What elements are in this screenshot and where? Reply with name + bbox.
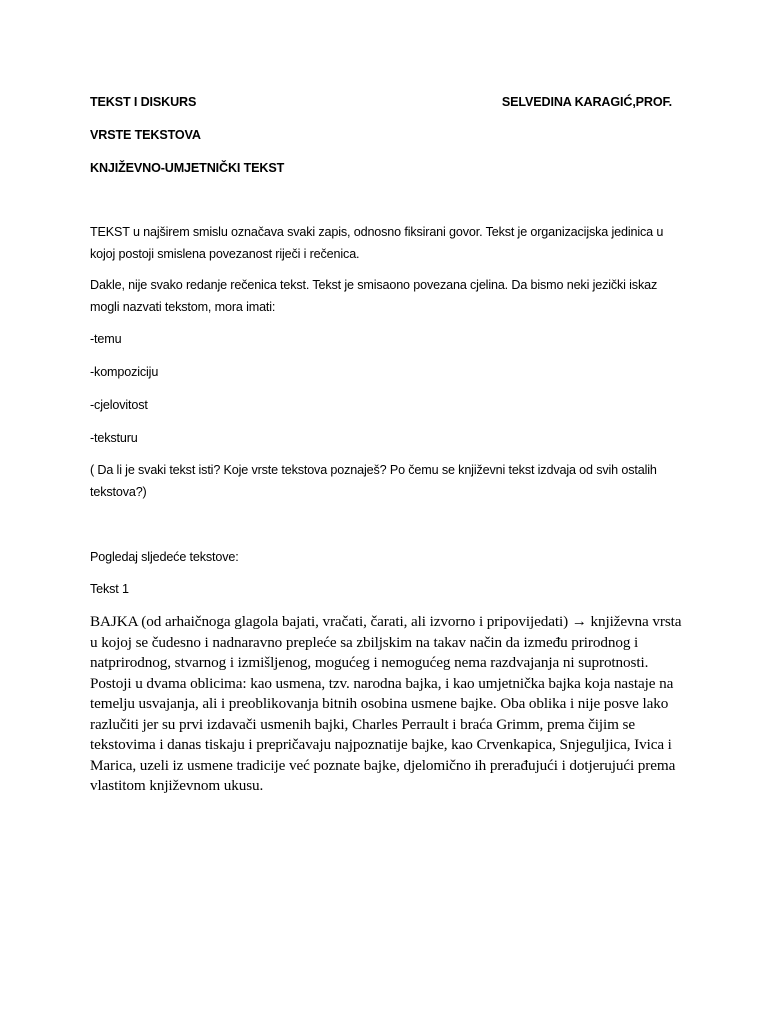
course-title: TEKST I DISKURS [90,95,197,109]
author-name: SELVEDINA KARAGIĆ,PROF. [501,95,672,109]
text1-body: BAJKA (od arhaičnoga glagola bajati, vračati, čarati, ali izvorno i pripovijedati) → književna vrsta u kojoj se čudesno i nadnaravno prepleće sa zbiljskim na takav način da između prirodnog i natprirodnog, stvarnog i izmišljenog, mogućeg i nemogućeg nema razdvajanja ni suprotnosti. Postoji u dvama oblicima: kao usmena, tzv. narodna bajka, i kao umjetnička bajka koja nastaje na temelju usvajanja, ali i preoblikovanja bitnih osobina usmene bajke. Oba oblika i nije posve lako razlučiti jer su prvi izdavači usmenih bajki, Charles Perrault i braća Grimm, prema čijim se tekstovima i danas tiskaju i prepričavaju najpoznatije bajke, kao Crvenkapica, Snjeguljica, Ivica i Marica, uzeli iz usmene tradicije već poznate bajke, djelomično ih prerađujući i dotjerujući prema vlastitom književnom ukusu. [90,613,682,794]
requirement-item: -kompoziciju [90,365,159,379]
look-at-texts-line: Pogledaj sljedeće tekstove: [90,550,239,564]
requirement-item: -cjelovitost [90,398,148,412]
subtopic-heading: KNJIŽEVNO-UMJETNIČKI TEKST [90,161,285,175]
requirement-item: -teksturu [90,431,138,445]
text1-label: Tekst 1 [90,582,129,596]
question-paragraph: ( Da li je svaki tekst isti? Koje vrste tekstova poznaješ? Po čemu se književni tekst izdvaja od svih ostalih tekstova?) [90,463,657,499]
topic-heading: VRSTE TEKSTOVA [90,128,201,142]
requirement-item: -temu [90,332,122,346]
intro-paragraph: TEKST u najširem smislu označava svaki zapis, odnosno fiksirani govor. Tekst je organizacijska jedinica u kojoj postoji smislena povezanost riječi i rečenica. [90,225,664,261]
second-paragraph: Dakle, nije svako redanje rečenica tekst. Tekst je smisaono povezana cjelina. Da bismo neki jezički iskaz mogli nazvati tekstom, mora imati: [90,278,658,314]
